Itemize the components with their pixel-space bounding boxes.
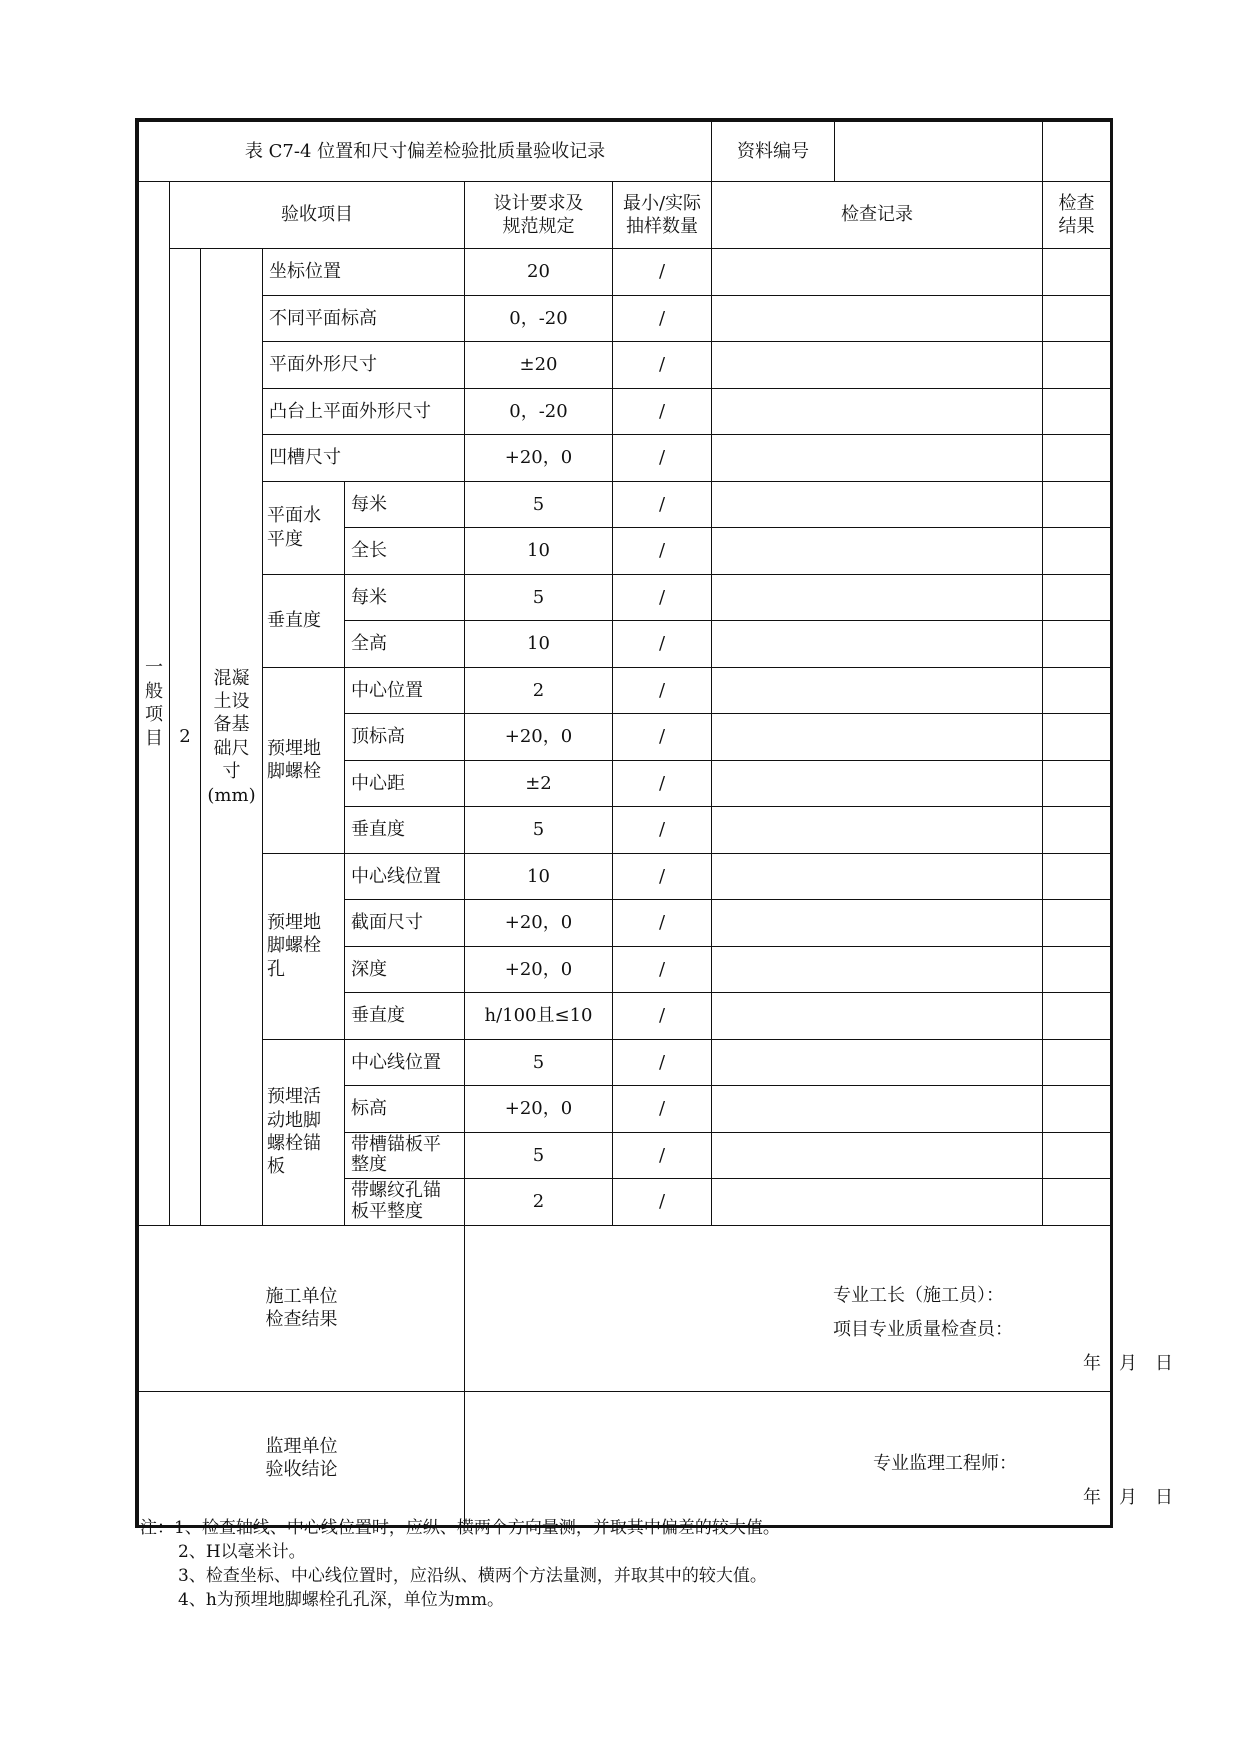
construction-date: 年 月 日 <box>1083 1352 1173 1374</box>
item-name: 截面尺寸 <box>345 900 465 947</box>
item-result-field[interactable] <box>1043 667 1111 714</box>
item-result-field[interactable] <box>1043 900 1111 947</box>
supervising-engineer-label: 专业监理工程师： <box>873 1452 1017 1474</box>
item-result-field[interactable] <box>1043 807 1111 854</box>
item-name: 每米 <box>345 574 465 621</box>
item-spec: 0，-20 <box>465 388 613 435</box>
item-name: 带螺纹孔锚 板平整度 <box>345 1179 465 1226</box>
group-anchor-bolt-hole: 预埋地 脚螺栓 孔 <box>263 853 345 1039</box>
item-spec: 10 <box>465 528 613 575</box>
item-spec: 5 <box>465 574 613 621</box>
item-spec: 10 <box>465 621 613 668</box>
group-level: 平面水 平度 <box>263 481 345 574</box>
doc-no-label: 资料编号 <box>712 122 835 181</box>
item-name: 标高 <box>345 1086 465 1133</box>
item-spec: ±2 <box>465 760 613 807</box>
item-record-field[interactable] <box>712 993 1043 1040</box>
item-sample: / <box>613 249 712 296</box>
item-name: 垂直度 <box>345 993 465 1040</box>
item-name: 平面外形尺寸 <box>263 342 465 389</box>
item-spec: h/100且≤10 <box>465 993 613 1040</box>
item-sample: / <box>613 807 712 854</box>
item-name: 顶标高 <box>345 714 465 761</box>
construction-unit-label: 施工单位 检查结果 <box>139 1225 465 1391</box>
item-sample: / <box>613 1179 712 1226</box>
item-result-field[interactable] <box>1043 435 1111 482</box>
item-spec: +20，0 <box>465 435 613 482</box>
item-spec: +20，0 <box>465 900 613 947</box>
item-result-field[interactable] <box>1043 946 1111 993</box>
item-spec: 5 <box>465 807 613 854</box>
item-name: 不同平面标高 <box>263 295 465 342</box>
item-name: 坐标位置 <box>263 249 465 296</box>
item-result-field[interactable] <box>1043 249 1111 296</box>
construction-sign-area[interactable] <box>465 1225 1173 1391</box>
notes <box>140 1516 780 1612</box>
item-spec: 20 <box>465 249 613 296</box>
item-result-field[interactable] <box>1043 993 1111 1040</box>
foreman-label: 专业工长（施工员）： <box>833 1284 1004 1306</box>
item-name: 带槽锚板平 整度 <box>345 1132 465 1179</box>
header-sample: 最小/实际 抽样数量 <box>613 182 712 249</box>
doc-no-extra <box>1043 122 1111 182</box>
item-spec: +20，0 <box>465 714 613 761</box>
item-spec: 0，-20 <box>465 295 613 342</box>
supervision-unit-label: 监理单位 验收结论 <box>139 1391 465 1525</box>
item-sample: / <box>613 993 712 1040</box>
item-record-field[interactable] <box>712 853 1043 900</box>
item-record-field[interactable] <box>712 435 1043 482</box>
item-spec: 10 <box>465 853 613 900</box>
doc-no-field[interactable] <box>835 122 1042 181</box>
item-record-field[interactable] <box>712 946 1043 993</box>
item-result-field[interactable] <box>1043 388 1111 435</box>
item-result-field[interactable] <box>1043 1132 1111 1179</box>
item-name: 中心线位置 <box>345 1039 465 1086</box>
item-record-field[interactable] <box>712 807 1043 854</box>
item-sample: / <box>613 574 712 621</box>
item-sample: / <box>613 1132 712 1179</box>
item-name: 中心距 <box>345 760 465 807</box>
item-record-field[interactable] <box>712 1179 1043 1226</box>
item-spec: ±20 <box>465 342 613 389</box>
group-vertical: 垂直度 <box>263 574 345 667</box>
item-result-field[interactable] <box>1043 528 1111 575</box>
supervision-sign-area[interactable] <box>465 1391 1173 1525</box>
item-sample: / <box>613 528 712 575</box>
item-sample: / <box>613 388 712 435</box>
item-sample: / <box>613 1086 712 1133</box>
item-name: 中心线位置 <box>345 853 465 900</box>
item-spec: 2 <box>465 1179 613 1226</box>
subject-foundation-size: 混凝 土设 备基 础尺 寸 (mm) <box>201 249 263 1226</box>
item-result-field[interactable] <box>1043 621 1111 668</box>
group-movable-anchor-plate: 预埋活 动地脚 螺栓锚 板 <box>263 1039 345 1225</box>
item-sample: / <box>613 342 712 389</box>
item-sample: / <box>613 1039 712 1086</box>
item-record-field[interactable] <box>712 714 1043 761</box>
item-name: 凸台上平面外形尺寸 <box>263 388 465 435</box>
header-record: 检查记录 <box>712 182 1043 249</box>
item-spec: +20，0 <box>465 946 613 993</box>
inspector-label: 项目专业质量检查员： <box>833 1318 1013 1340</box>
item-spec: 5 <box>465 1132 613 1179</box>
item-result-field[interactable] <box>1043 481 1111 528</box>
header-item: 验收项目 <box>170 182 465 249</box>
item-record-field[interactable] <box>712 1132 1043 1179</box>
item-record-field[interactable] <box>712 342 1043 389</box>
item-record-field[interactable] <box>712 621 1043 668</box>
item-result-field[interactable] <box>1043 714 1111 761</box>
item-record-field[interactable] <box>712 249 1043 296</box>
item-name: 全长 <box>345 528 465 575</box>
seq-no: 2 <box>170 249 201 1226</box>
item-spec: 5 <box>465 481 613 528</box>
item-sample: / <box>613 853 712 900</box>
acceptance-form <box>135 118 1173 1528</box>
item-spec: +20，0 <box>465 1086 613 1133</box>
item-name: 深度 <box>345 946 465 993</box>
form-title: 表 C7-4 位置和尺寸偏差检验批质量验收记录 <box>139 122 712 182</box>
group-anchor-bolt: 预埋地 脚螺栓 <box>263 667 345 853</box>
item-result-field[interactable] <box>1043 1179 1111 1226</box>
item-sample: / <box>613 900 712 947</box>
item-record-field[interactable] <box>712 667 1043 714</box>
item-result-field[interactable] <box>1043 760 1111 807</box>
item-sample: / <box>613 481 712 528</box>
item-sample: / <box>613 760 712 807</box>
item-sample: / <box>613 621 712 668</box>
item-result-field[interactable] <box>1043 1086 1111 1133</box>
item-name: 每米 <box>345 481 465 528</box>
item-result-field[interactable] <box>1043 295 1111 342</box>
item-record-field[interactable] <box>712 900 1043 947</box>
note-line: 2、H以毫米计。 <box>178 1542 306 1562</box>
supervision-date: 年 月 日 <box>1083 1486 1173 1508</box>
item-result-field[interactable] <box>1043 853 1111 900</box>
item-name: 凹槽尺寸 <box>263 435 465 482</box>
item-record-field[interactable] <box>712 481 1043 528</box>
item-name: 全高 <box>345 621 465 668</box>
item-name: 中心位置 <box>345 667 465 714</box>
note-line: 4、h为预埋地脚螺栓孔孔深，单位为mm。 <box>178 1590 505 1610</box>
item-sample: / <box>613 435 712 482</box>
item-sample: / <box>613 295 712 342</box>
item-result-field[interactable] <box>1043 342 1111 389</box>
item-spec: 5 <box>465 1039 613 1086</box>
item-spec: 2 <box>465 667 613 714</box>
item-sample: / <box>613 946 712 993</box>
item-record-field[interactable] <box>712 295 1043 342</box>
item-result-field[interactable] <box>1043 1039 1111 1086</box>
item-record-field[interactable] <box>712 1086 1043 1133</box>
item-sample: / <box>613 714 712 761</box>
header-design-req: 设计要求及 规范规定 <box>465 182 613 249</box>
note-line: 3、检查坐标、中心线位置时，应沿纵、横两个方法量测，并取其中的较大值。 <box>178 1566 767 1586</box>
item-record-field[interactable] <box>712 388 1043 435</box>
doc-no-cell <box>712 122 1043 182</box>
item-record-field[interactable] <box>712 574 1043 621</box>
header-result: 检查 结果 <box>1043 182 1111 249</box>
item-record-field[interactable] <box>712 528 1043 575</box>
item-record-field[interactable] <box>712 1039 1043 1086</box>
item-name: 垂直度 <box>345 807 465 854</box>
category-general-items: 一 般 项 目 <box>139 182 170 1226</box>
item-result-field[interactable] <box>1043 574 1111 621</box>
form-table <box>138 121 1173 1526</box>
note-line: 注：1、检查轴线、中心线位置时，应纵、横两个方向量测，并取其中偏差的较大值。 <box>140 1518 780 1538</box>
item-sample: / <box>613 667 712 714</box>
item-record-field[interactable] <box>712 760 1043 807</box>
